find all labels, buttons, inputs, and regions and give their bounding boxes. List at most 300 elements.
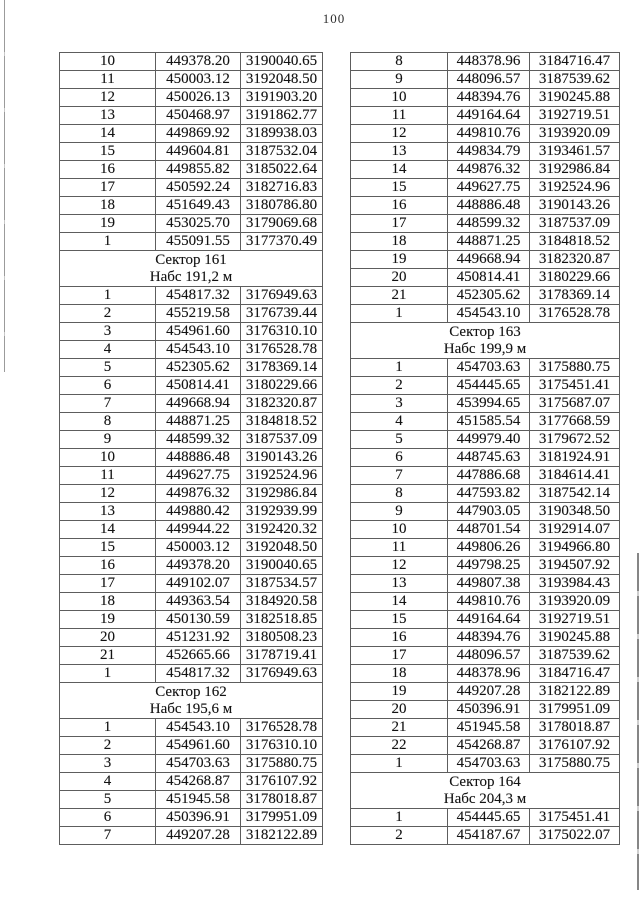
table-row xyxy=(351,233,620,251)
point-index-cell: 13 xyxy=(351,143,448,161)
northing-cell: 3182320.87 xyxy=(241,395,323,413)
table-row xyxy=(351,107,620,125)
easting-cell: 447903.05 xyxy=(448,503,530,521)
table-row xyxy=(60,647,323,665)
scan-artifact-line-right xyxy=(637,553,639,890)
table-row xyxy=(351,719,620,737)
easting-cell: 452305.62 xyxy=(448,287,530,305)
easting-cell: 449855.82 xyxy=(156,161,241,179)
table-row xyxy=(351,647,620,665)
table-row xyxy=(60,737,323,755)
table-row xyxy=(60,215,323,233)
northing-cell: 3187534.57 xyxy=(241,575,323,593)
table-row xyxy=(60,593,323,611)
coords-table-left xyxy=(59,52,323,845)
easting-cell: 448096.57 xyxy=(448,71,530,89)
northing-cell: 3180508.23 xyxy=(241,629,323,647)
section-header-row xyxy=(60,683,323,719)
easting-cell: 449876.32 xyxy=(156,485,241,503)
easting-cell: 454445.65 xyxy=(448,809,530,827)
northing-cell: 3178018.87 xyxy=(241,791,323,809)
table-row xyxy=(351,575,620,593)
section-subtitle: Набс 195,6 м xyxy=(149,700,233,717)
table-row xyxy=(351,521,620,539)
point-index-cell: 3 xyxy=(60,323,156,341)
point-index-cell: 15 xyxy=(60,143,156,161)
easting-cell: 454703.63 xyxy=(448,359,530,377)
point-index-cell: 21 xyxy=(351,287,448,305)
northing-cell: 3193920.09 xyxy=(530,593,620,611)
table-row xyxy=(351,215,620,233)
northing-cell: 3193984.43 xyxy=(530,575,620,593)
northing-cell: 3192939.99 xyxy=(241,503,323,521)
northing-cell: 3178369.14 xyxy=(530,287,620,305)
coords-table-right xyxy=(350,52,620,845)
easting-cell: 448745.63 xyxy=(448,449,530,467)
northing-cell: 3176107.92 xyxy=(530,737,620,755)
northing-cell: 3190040.65 xyxy=(241,53,323,71)
table-row xyxy=(60,809,323,827)
table-row xyxy=(351,71,620,89)
easting-cell: 449979.40 xyxy=(448,431,530,449)
table-row xyxy=(351,413,620,431)
point-index-cell: 18 xyxy=(351,233,448,251)
table-row xyxy=(351,593,620,611)
northing-cell: 3184716.47 xyxy=(530,53,620,71)
point-index-cell: 2 xyxy=(351,377,448,395)
section-subtitle: Набс 204,3 м xyxy=(443,790,527,807)
table-row xyxy=(60,233,323,251)
easting-cell: 449834.79 xyxy=(448,143,530,161)
easting-cell: 450814.41 xyxy=(448,269,530,287)
point-index-cell: 15 xyxy=(351,179,448,197)
northing-cell: 3178369.14 xyxy=(241,359,323,377)
northing-cell: 3179672.52 xyxy=(530,431,620,449)
easting-cell: 449164.64 xyxy=(448,611,530,629)
point-index-cell: 17 xyxy=(60,179,156,197)
page-number: 100 xyxy=(322,11,346,26)
easting-cell: 449363.54 xyxy=(156,593,241,611)
table-row xyxy=(351,197,620,215)
northing-cell: 3182518.85 xyxy=(241,611,323,629)
point-index-cell: 11 xyxy=(351,539,448,557)
northing-cell: 3185022.64 xyxy=(241,161,323,179)
point-index-cell: 4 xyxy=(60,341,156,359)
table-row xyxy=(60,791,323,809)
point-index-cell: 10 xyxy=(60,449,156,467)
table-row xyxy=(60,413,323,431)
easting-cell: 454961.60 xyxy=(156,323,241,341)
section-header xyxy=(60,683,323,719)
point-index-cell: 3 xyxy=(60,755,156,773)
northing-cell: 3175687.07 xyxy=(530,395,620,413)
table-row xyxy=(60,431,323,449)
easting-cell: 453025.70 xyxy=(156,215,241,233)
table-row xyxy=(60,143,323,161)
easting-cell: 448096.57 xyxy=(448,647,530,665)
easting-cell: 449378.20 xyxy=(156,557,241,575)
northing-cell: 3176949.63 xyxy=(241,665,323,683)
northing-cell: 3191903.20 xyxy=(241,89,323,107)
point-index-cell: 9 xyxy=(60,431,156,449)
northing-cell: 3190245.88 xyxy=(530,89,620,107)
section-header-row xyxy=(351,773,620,809)
point-index-cell: 14 xyxy=(60,521,156,539)
northing-cell: 3192914.07 xyxy=(530,521,620,539)
table-row xyxy=(351,665,620,683)
table-row xyxy=(351,539,620,557)
section-title: Сектор 162 xyxy=(155,683,227,700)
table-row xyxy=(60,395,323,413)
easting-cell: 451231.92 xyxy=(156,629,241,647)
table-row xyxy=(60,377,323,395)
easting-cell: 448599.32 xyxy=(448,215,530,233)
northing-cell: 3175451.41 xyxy=(530,809,620,827)
easting-cell: 449604.81 xyxy=(156,143,241,161)
northing-cell: 3175022.07 xyxy=(530,827,620,845)
table-row xyxy=(60,467,323,485)
northing-cell: 3176949.63 xyxy=(241,287,323,305)
easting-cell: 452665.66 xyxy=(156,647,241,665)
easting-cell: 447593.82 xyxy=(448,485,530,503)
table-row xyxy=(60,161,323,179)
northing-cell: 3187539.62 xyxy=(530,647,620,665)
easting-cell: 449810.76 xyxy=(448,125,530,143)
table-row xyxy=(60,755,323,773)
northing-cell: 3182122.89 xyxy=(530,683,620,701)
easting-cell: 449207.28 xyxy=(156,827,241,845)
northing-cell: 3180786.80 xyxy=(241,197,323,215)
point-index-cell: 18 xyxy=(60,593,156,611)
northing-cell: 3192986.84 xyxy=(530,161,620,179)
northing-cell: 3187532.04 xyxy=(241,143,323,161)
northing-cell: 3190245.88 xyxy=(530,629,620,647)
northing-cell: 3176310.10 xyxy=(241,737,323,755)
point-index-cell: 13 xyxy=(60,107,156,125)
northing-cell: 3192048.50 xyxy=(241,71,323,89)
easting-cell: 451945.58 xyxy=(156,791,241,809)
point-index-cell: 10 xyxy=(351,89,448,107)
point-index-cell: 11 xyxy=(60,71,156,89)
northing-cell: 3193461.57 xyxy=(530,143,620,161)
northing-cell: 3192524.96 xyxy=(530,179,620,197)
point-index-cell: 12 xyxy=(60,485,156,503)
table-row xyxy=(351,683,620,701)
point-index-cell: 1 xyxy=(60,233,156,251)
easting-cell: 454445.65 xyxy=(448,377,530,395)
easting-cell: 449627.75 xyxy=(156,467,241,485)
table-row xyxy=(60,575,323,593)
point-index-cell: 6 xyxy=(60,377,156,395)
table-row xyxy=(351,179,620,197)
point-index-cell: 2 xyxy=(60,305,156,323)
point-index-cell: 6 xyxy=(351,449,448,467)
table-row xyxy=(351,449,620,467)
table-row xyxy=(60,305,323,323)
point-index-cell: 16 xyxy=(351,197,448,215)
point-index-cell: 19 xyxy=(351,683,448,701)
section-subtitle: Набс 199,9 м xyxy=(443,340,527,357)
northing-cell: 3187542.14 xyxy=(530,485,620,503)
northing-cell: 3175880.75 xyxy=(530,755,620,773)
northing-cell: 3194966.80 xyxy=(530,539,620,557)
table-row xyxy=(351,701,620,719)
easting-cell: 448394.76 xyxy=(448,629,530,647)
point-index-cell: 13 xyxy=(351,575,448,593)
easting-cell: 454703.63 xyxy=(156,755,241,773)
table-row xyxy=(60,629,323,647)
easting-cell: 450003.12 xyxy=(156,539,241,557)
northing-cell: 3192524.96 xyxy=(241,467,323,485)
northing-cell: 3178018.87 xyxy=(530,719,620,737)
northing-cell: 3175451.41 xyxy=(530,377,620,395)
northing-cell: 3192420.32 xyxy=(241,521,323,539)
easting-cell: 455091.55 xyxy=(156,233,241,251)
northing-cell: 3181924.91 xyxy=(530,449,620,467)
point-index-cell: 14 xyxy=(60,125,156,143)
point-index-cell: 10 xyxy=(60,53,156,71)
easting-cell: 454543.10 xyxy=(448,305,530,323)
northing-cell: 3176528.78 xyxy=(530,305,620,323)
point-index-cell: 14 xyxy=(351,161,448,179)
table-row xyxy=(351,287,620,305)
table-row xyxy=(351,359,620,377)
table-row xyxy=(60,521,323,539)
northing-cell: 3182716.83 xyxy=(241,179,323,197)
point-index-cell: 4 xyxy=(60,773,156,791)
easting-cell: 454268.87 xyxy=(448,737,530,755)
table-row xyxy=(351,53,620,71)
table-row xyxy=(60,179,323,197)
point-index-cell: 7 xyxy=(60,395,156,413)
northing-cell: 3192719.51 xyxy=(530,611,620,629)
table-row xyxy=(60,485,323,503)
section-header-row xyxy=(60,251,323,287)
table-row xyxy=(60,197,323,215)
northing-cell: 3175880.75 xyxy=(241,755,323,773)
easting-cell: 448701.54 xyxy=(448,521,530,539)
point-index-cell: 9 xyxy=(351,71,448,89)
table-row xyxy=(60,449,323,467)
northing-cell: 3190040.65 xyxy=(241,557,323,575)
easting-cell: 449798.25 xyxy=(448,557,530,575)
table-row xyxy=(351,629,620,647)
table-row xyxy=(60,287,323,305)
easting-cell: 454817.32 xyxy=(156,287,241,305)
northing-cell: 3192719.51 xyxy=(530,107,620,125)
table-row xyxy=(351,827,620,845)
table-row xyxy=(351,503,620,521)
point-index-cell: 4 xyxy=(351,413,448,431)
table-row xyxy=(60,827,323,845)
easting-cell: 454187.67 xyxy=(448,827,530,845)
point-index-cell: 15 xyxy=(351,611,448,629)
scan-artifact-line-left xyxy=(4,0,5,372)
northing-cell: 3189938.03 xyxy=(241,125,323,143)
point-index-cell: 16 xyxy=(351,629,448,647)
point-index-cell: 7 xyxy=(351,467,448,485)
table-row xyxy=(351,251,620,269)
easting-cell: 450592.24 xyxy=(156,179,241,197)
easting-cell: 455219.58 xyxy=(156,305,241,323)
table-row xyxy=(60,53,323,71)
easting-cell: 449869.92 xyxy=(156,125,241,143)
point-index-cell: 17 xyxy=(351,215,448,233)
northing-cell: 3193920.09 xyxy=(530,125,620,143)
point-index-cell: 19 xyxy=(351,251,448,269)
point-index-cell: 1 xyxy=(60,287,156,305)
table-row xyxy=(351,557,620,575)
easting-cell: 451649.43 xyxy=(156,197,241,215)
section-title: Сектор 164 xyxy=(449,773,521,790)
point-index-cell: 1 xyxy=(351,809,448,827)
point-index-cell: 8 xyxy=(351,53,448,71)
table-row xyxy=(351,269,620,287)
table-row xyxy=(351,611,620,629)
point-index-cell: 20 xyxy=(60,629,156,647)
table-row xyxy=(60,503,323,521)
point-index-cell: 12 xyxy=(351,125,448,143)
easting-cell: 451945.58 xyxy=(448,719,530,737)
table-row xyxy=(351,377,620,395)
easting-cell: 448378.96 xyxy=(448,665,530,683)
point-index-cell: 6 xyxy=(60,809,156,827)
table-row xyxy=(60,557,323,575)
easting-cell: 448599.32 xyxy=(156,431,241,449)
northing-cell: 3179069.68 xyxy=(241,215,323,233)
point-index-cell: 17 xyxy=(351,647,448,665)
point-index-cell: 14 xyxy=(351,593,448,611)
northing-cell: 3176528.78 xyxy=(241,719,323,737)
point-index-cell: 12 xyxy=(351,557,448,575)
point-index-cell: 17 xyxy=(60,575,156,593)
easting-cell: 448871.25 xyxy=(448,233,530,251)
easting-cell: 448394.76 xyxy=(448,89,530,107)
easting-cell: 449102.07 xyxy=(156,575,241,593)
point-index-cell: 8 xyxy=(60,413,156,431)
northing-cell: 3182122.89 xyxy=(241,827,323,845)
point-index-cell: 5 xyxy=(60,359,156,377)
table-row xyxy=(60,665,323,683)
table-row xyxy=(60,125,323,143)
point-index-cell: 5 xyxy=(60,791,156,809)
point-index-cell: 12 xyxy=(60,89,156,107)
easting-cell: 450003.12 xyxy=(156,71,241,89)
point-index-cell: 11 xyxy=(60,467,156,485)
table-row xyxy=(351,305,620,323)
table-row xyxy=(60,71,323,89)
easting-cell: 449806.26 xyxy=(448,539,530,557)
easting-cell: 449668.94 xyxy=(448,251,530,269)
point-index-cell: 13 xyxy=(60,503,156,521)
table-row xyxy=(351,89,620,107)
section-subtitle: Набс 191,2 м xyxy=(149,268,233,285)
table-row xyxy=(60,107,323,125)
easting-cell: 448886.48 xyxy=(156,449,241,467)
northing-cell: 3179951.09 xyxy=(241,809,323,827)
table-row xyxy=(351,755,620,773)
point-index-cell: 18 xyxy=(351,665,448,683)
northing-cell: 3190348.50 xyxy=(530,503,620,521)
point-index-cell: 16 xyxy=(60,557,156,575)
point-index-cell: 22 xyxy=(351,737,448,755)
easting-cell: 449807.38 xyxy=(448,575,530,593)
easting-cell: 448871.25 xyxy=(156,413,241,431)
table-row xyxy=(351,737,620,755)
easting-cell: 454543.10 xyxy=(156,719,241,737)
table-row xyxy=(60,719,323,737)
point-index-cell: 3 xyxy=(351,395,448,413)
section-header xyxy=(60,251,323,287)
point-index-cell: 9 xyxy=(351,503,448,521)
easting-cell: 450130.59 xyxy=(156,611,241,629)
section-title: Сектор 161 xyxy=(155,251,227,268)
point-index-cell: 2 xyxy=(351,827,448,845)
point-index-cell: 2 xyxy=(60,737,156,755)
northing-cell: 3180229.66 xyxy=(530,269,620,287)
table-row xyxy=(60,341,323,359)
northing-cell: 3184920.58 xyxy=(241,593,323,611)
easting-cell: 454543.10 xyxy=(156,341,241,359)
northing-cell: 3176310.10 xyxy=(241,323,323,341)
easting-cell: 451585.54 xyxy=(448,413,530,431)
point-index-cell: 16 xyxy=(60,161,156,179)
point-index-cell: 20 xyxy=(351,701,448,719)
easting-cell: 449944.22 xyxy=(156,521,241,539)
easting-cell: 454961.60 xyxy=(156,737,241,755)
easting-cell: 454268.87 xyxy=(156,773,241,791)
easting-cell: 447886.68 xyxy=(448,467,530,485)
table-row xyxy=(60,359,323,377)
easting-cell: 449627.75 xyxy=(448,179,530,197)
table-row xyxy=(351,431,620,449)
point-index-cell: 21 xyxy=(60,647,156,665)
point-index-cell: 1 xyxy=(351,755,448,773)
easting-cell: 450396.91 xyxy=(448,701,530,719)
northing-cell: 3192048.50 xyxy=(241,539,323,557)
easting-cell: 450026.13 xyxy=(156,89,241,107)
point-index-cell: 1 xyxy=(351,305,448,323)
northing-cell: 3190143.26 xyxy=(530,197,620,215)
point-index-cell: 1 xyxy=(60,665,156,683)
table-row xyxy=(60,611,323,629)
northing-cell: 3175880.75 xyxy=(530,359,620,377)
northing-cell: 3187539.62 xyxy=(530,71,620,89)
point-index-cell: 18 xyxy=(60,197,156,215)
easting-cell: 449207.28 xyxy=(448,683,530,701)
point-index-cell: 19 xyxy=(60,611,156,629)
point-index-cell: 1 xyxy=(351,359,448,377)
easting-cell: 448886.48 xyxy=(448,197,530,215)
easting-cell: 449668.94 xyxy=(156,395,241,413)
northing-cell: 3177370.49 xyxy=(241,233,323,251)
northing-cell: 3184614.41 xyxy=(530,467,620,485)
easting-cell: 449164.64 xyxy=(448,107,530,125)
point-index-cell: 10 xyxy=(351,521,448,539)
point-index-cell: 7 xyxy=(60,827,156,845)
northing-cell: 3187537.09 xyxy=(530,215,620,233)
easting-cell: 449378.20 xyxy=(156,53,241,71)
point-index-cell: 1 xyxy=(60,719,156,737)
table-row xyxy=(351,485,620,503)
northing-cell: 3176739.44 xyxy=(241,305,323,323)
northing-cell: 3176528.78 xyxy=(241,341,323,359)
northing-cell: 3176107.92 xyxy=(241,773,323,791)
northing-cell: 3179951.09 xyxy=(530,701,620,719)
table-row xyxy=(60,89,323,107)
northing-cell: 3187537.09 xyxy=(241,431,323,449)
table-row xyxy=(351,809,620,827)
